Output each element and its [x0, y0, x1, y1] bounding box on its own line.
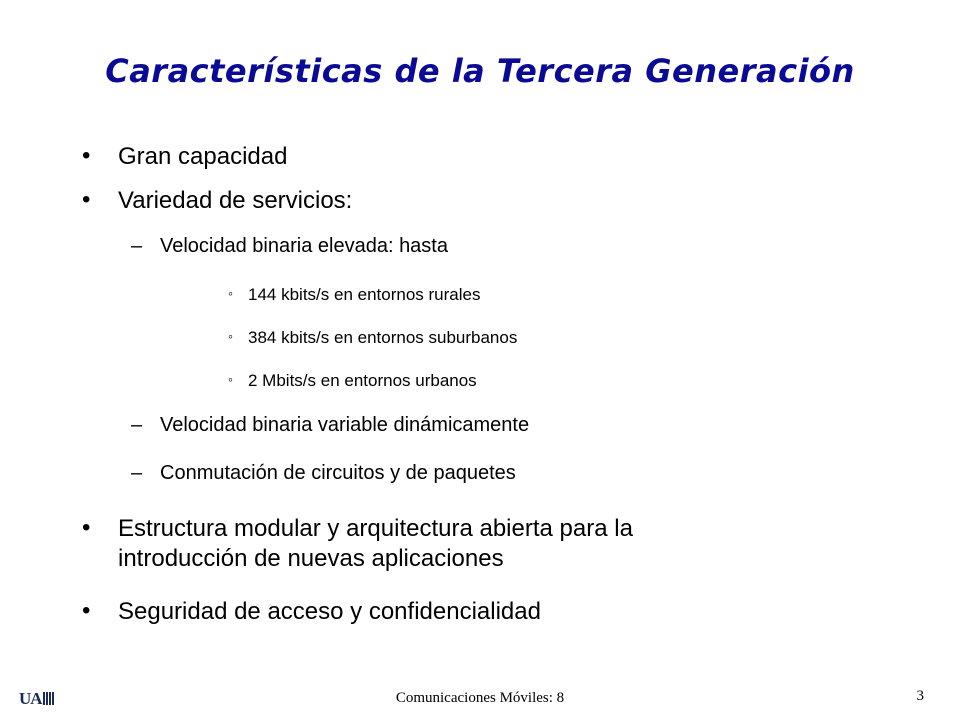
sub-bullet-item: Velocidad binaria variable dinámicamente: [160, 414, 530, 436]
sub-sub-bullet-item: 144 kbits/s en entornos rurales: [248, 285, 481, 304]
bullet-item: Variedad de servicios:: [118, 187, 353, 214]
dash-icon: –: [131, 235, 143, 257]
page-number: 3: [916, 688, 924, 704]
bullet-item: Estructura modular y arquitectura abierta para la: [118, 515, 633, 542]
dash-icon: –: [131, 414, 143, 436]
bullet-icon: •: [82, 597, 91, 624]
bullet-icon: •: [82, 186, 91, 213]
footer-text: Comunicaciones Móviles: 8: [395, 690, 565, 706]
bullet-icon: •: [82, 142, 91, 169]
sub-bullet-item: Velocidad binaria elevada: hasta: [160, 235, 448, 257]
circle-bullet-icon: ◦: [228, 328, 233, 344]
bullet-icon: •: [82, 514, 91, 541]
circle-bullet-icon: ◦: [228, 371, 233, 387]
circle-bullet-icon: ◦: [228, 285, 233, 301]
sub-bullet-item: Conmutación de circuitos y de paquetes: [160, 462, 516, 484]
sub-sub-bullet-item: 384 kbits/s en entornos suburbanos: [248, 328, 518, 347]
bullet-item: Seguridad de acceso y confidencialidad: [118, 598, 541, 625]
dash-icon: –: [131, 462, 143, 484]
sub-sub-bullet-item: 2 Mbits/s en entornos urbanos: [248, 371, 477, 390]
bullet-item-continuation: introducción de nuevas aplicaciones: [118, 545, 504, 572]
logo-text: UA: [19, 689, 42, 708]
bullet-item: Gran capacidad: [118, 143, 288, 170]
slide-title: Características de la Tercera Generación: [105, 52, 855, 90]
